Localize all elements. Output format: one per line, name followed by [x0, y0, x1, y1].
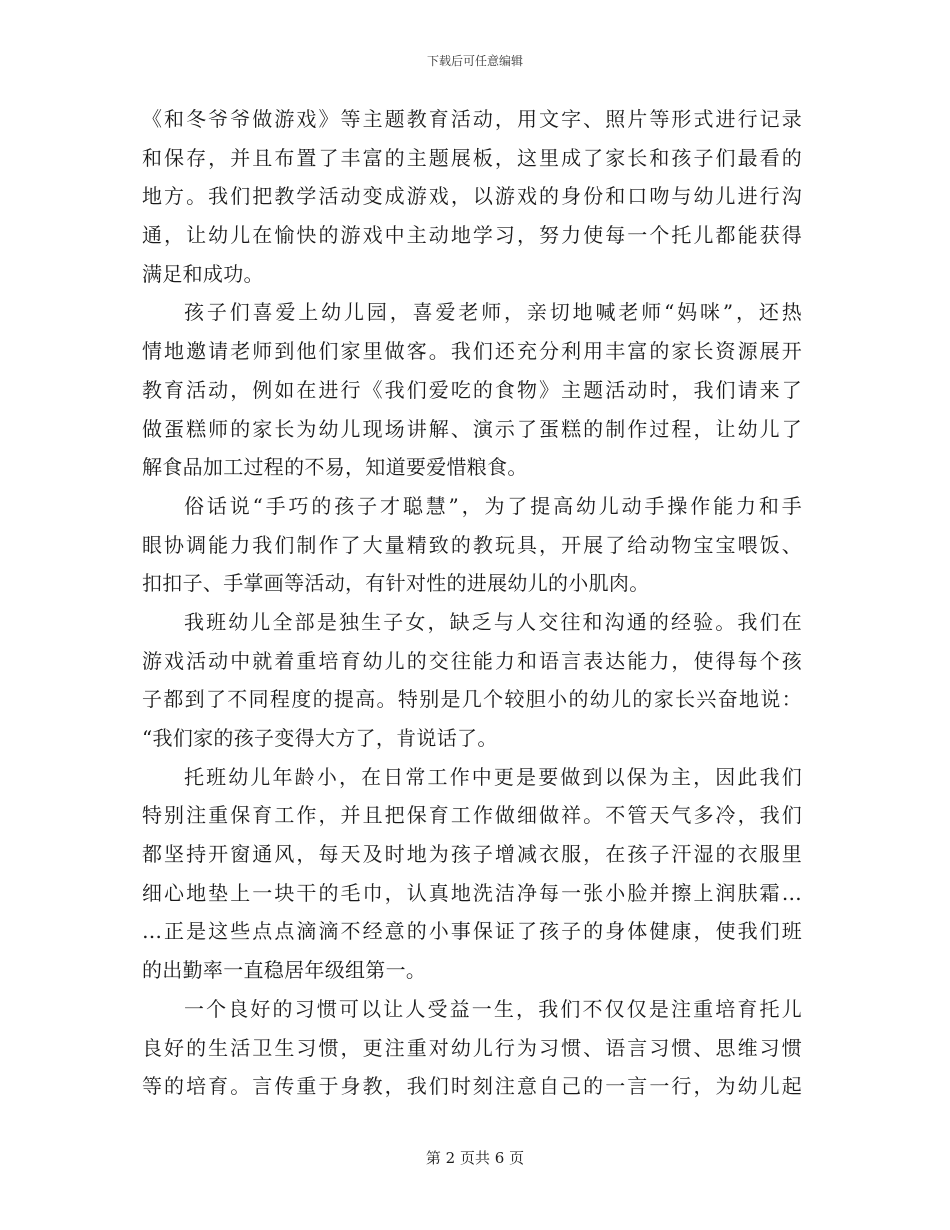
text-line: 都坚持开窗通风，每天及时地为孩子增减衣服，在孩子汗湿的衣服里 [142, 842, 802, 867]
text-line: “我们家的孩子变得大方了，肯说话了。 [142, 726, 498, 750]
text-line: 满足和成功。 [142, 261, 264, 286]
page-footer: 第 2 页共 6 页 [425, 1149, 525, 1167]
text-line: 情地邀请老师到他们家里做客。我们还充分利用丰富的家长资源展开 [142, 339, 802, 364]
text-line: 细心地垫上一块干的毛巾，认真地洗洁净每一张小脸并擦上润肤霜… [142, 880, 802, 905]
paragraph-first-line: 一个良好的习惯可以让人受益一生，我们不仅仅是注重培育托儿 [184, 996, 802, 1021]
document-body [142, 100, 802, 1106]
text-line: …正是这些点点滴滴不经意的小事保证了孩子的身体健康，使我们班 [142, 919, 802, 944]
text-line: 解食品加工过程的不易，知道要爱惜粮食。 [142, 455, 528, 480]
text-line: 良好的生活卫生习惯，更注重对幼儿行为习惯、语言习惯、思维习惯 [142, 1035, 802, 1060]
text-line: 特别注重保育工作，并且把保育工作做细做祥。不管天气多冷，我们 [142, 803, 802, 828]
text-line: 的出勤率一直稳居年级组第一。 [142, 958, 427, 983]
paragraph-first-line: 俗话说“手巧的孩子才聪慧”，为了提高幼儿动手操作能力和手 [184, 493, 802, 518]
text-line: 教育活动，例如在进行《我们爱吃的食物》主题活动时，我们请来了 [142, 377, 802, 402]
text-line: 子都到了不同程度的提高。特别是几个较胆小的幼儿的家长兴奋地说： [142, 687, 802, 712]
text-line: 和保存，并且布置了丰富的主题展板，这里成了家长和孩子们最看的 [142, 145, 802, 170]
paragraph-first-line: 孩子们喜爱上幼儿园，喜爱老师，亲切地喊老师“妈咪”，还热 [184, 300, 802, 325]
text-line: 做蛋糕师的家长为幼儿现场讲解、演示了蛋糕的制作过程，让幼儿了 [142, 416, 802, 441]
text-line: 扣扣子、手掌画等活动，有针对性的进展幼儿的小肌肉。 [142, 571, 650, 596]
page-header: 下载后可任意编辑 [426, 54, 523, 68]
text-line: 游戏活动中就着重培育幼儿的交往能力和语言表达能力，使得每个孩 [142, 648, 802, 673]
text-line: 《和冬爷爷做游戏》等主题教育活动，用文字、照片等形式进行记录 [142, 107, 802, 131]
paragraph-first-line: 托班幼儿年龄小，在日常工作中更是要做到以保为主，因此我们 [184, 764, 802, 789]
text-line: 等的培育。言传重于身教，我们时刻注意自己的一言一行，为幼儿起 [142, 1074, 802, 1099]
text-line: 地方。我们把教学活动变成游戏，以游戏的身份和口吻与幼儿进行沟 [142, 184, 802, 209]
paragraph-first-line: 我班幼儿全部是独生子女，缺乏与人交往和沟通的经验。我们在 [184, 609, 802, 634]
text-line: 通，让幼儿在愉快的游戏中主动地学习，努力使每一个托儿都能获得 [142, 223, 802, 248]
text-line: 眼协调能力我们制作了大量精致的教玩具，开展了给动物宝宝喂饭、 [142, 532, 802, 557]
